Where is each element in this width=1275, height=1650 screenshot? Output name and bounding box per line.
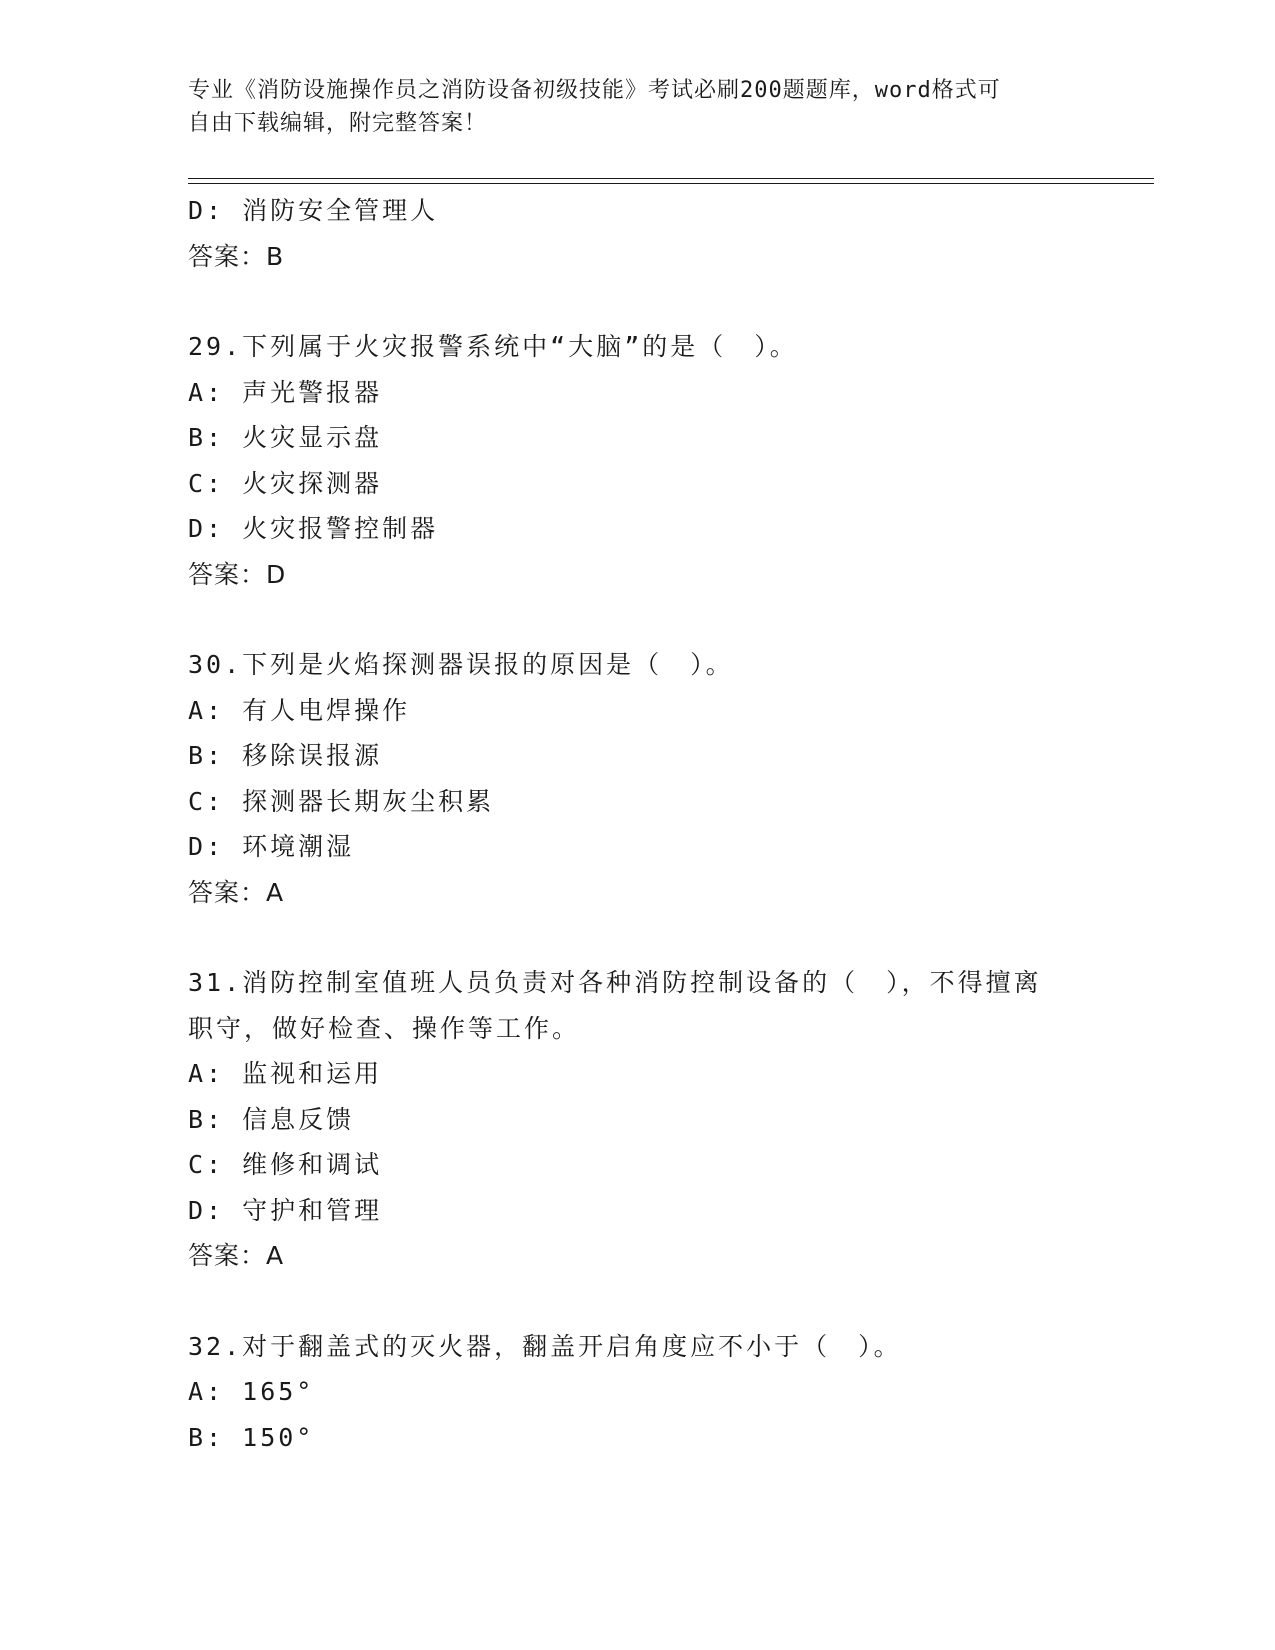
answer-line: 答案：B — [188, 241, 285, 271]
question-stem: 30.下列是火焰探测器误报的原因是（ ）。 — [188, 650, 734, 679]
question-32 — [188, 1324, 1088, 1461]
question-stem: 29.下列属于火灾报警系统中“大脑”的是（ ）。 — [188, 332, 798, 361]
question-stem-line-1: 31.消防控制室值班人员负责对各种消防控制设备的（ ），不得擅离 — [188, 968, 1042, 997]
answer-line: 答案：A — [188, 1241, 285, 1270]
option-a: A: 165° — [188, 1377, 315, 1406]
option-b: B: 150° — [188, 1422, 315, 1452]
question-stem-line-2: 职守，做好检查、操作等工作。 — [188, 1013, 581, 1043]
option-d: D: 火灾报警控制器 — [188, 514, 439, 543]
question-29 — [188, 324, 1088, 597]
option-a: A: 声光警报器 — [188, 377, 383, 407]
option-a: A: 有人电焊操作 — [188, 695, 411, 725]
answer-line: 答案：D — [188, 559, 287, 589]
document-header — [188, 74, 1088, 140]
option-d: D: 守护和管理 — [188, 1195, 383, 1225]
answer-line: 答案：A — [188, 877, 285, 907]
option-d: D: 消防安全管理人 — [188, 196, 439, 225]
option-c: C: 探测器长期灰尘积累 — [188, 786, 495, 816]
header-line-1: 专业《消防设施操作员之消防设备初级技能》考试必刷200题题库，word格式可 — [188, 78, 1001, 103]
question-stem: 32.对于翻盖式的灭火器，翻盖开启角度应不小于（ ）。 — [188, 1331, 902, 1361]
header-line-2: 自由下载编辑，附完整答案！ — [188, 111, 488, 136]
question-list — [188, 188, 1088, 1460]
option-a: A: 监视和运用 — [188, 1059, 383, 1088]
option-c: C: 维修和调试 — [188, 1150, 383, 1179]
option-d: D: 环境潮湿 — [188, 832, 355, 861]
option-b: B: 移除误报源 — [188, 741, 383, 770]
header-divider — [188, 178, 1154, 184]
option-b: B: 信息反馈 — [188, 1104, 355, 1134]
option-b: B: 火灾显示盘 — [188, 423, 383, 452]
question-30 — [188, 642, 1088, 915]
option-c: C: 火灾探测器 — [188, 468, 383, 498]
question-31 — [188, 960, 1088, 1279]
